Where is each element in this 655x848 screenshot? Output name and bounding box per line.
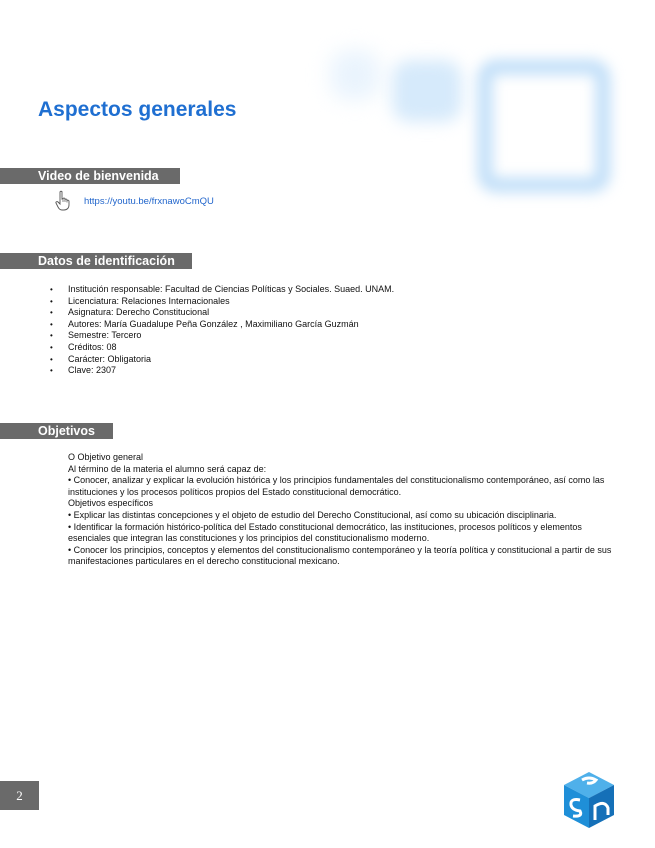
objective-line: O Objetivo general [68,452,144,462]
list-item: • Créditos: 08 [50,342,394,354]
section-heading-identification: Datos de identificación [0,253,192,269]
welcome-video-link[interactable]: https://youtu.be/frxnawoCmQU [84,195,214,207]
list-item: • Licenciatura: Relaciones Internacionales [50,296,394,308]
decorative-square [478,60,610,192]
section-heading-objectives: Objetivos [0,423,113,439]
list-item: • Autores: María Guadalupe Peña González , Maximiliano García Guzmán [50,319,394,331]
objective-line: Objetivos específicos [68,498,154,509]
suaed-cube-logo [560,770,618,830]
decorative-blur [392,60,462,122]
list-item: • Asignatura: Derecho Constitucional [50,307,394,319]
pointing-hand-icon [54,190,74,212]
decorative-blur [330,50,380,100]
section-heading-video: Video de bienvenida [0,168,180,184]
list-item: • Carácter: Obligatoria [50,354,394,366]
objective-line: • Explicar las distintas concepciones y el objeto de estudio del Derecho Constitucional, así como su ubicación disciplinaria. [68,509,557,520]
video-link-row [54,190,214,212]
objective-line: • Identificar la formación histórico-política del Estado constitucional democrático, las instituciones, procesos políticos y elementos esenciales que integran las constituciones y los principios del constitucionalismo moderno. [68,521,582,544]
objectives-text [68,452,623,568]
objective-line: Al término de la materia el alumno será capaz de: [68,463,267,474]
page-number: 2 [0,781,39,810]
identification-list [50,284,394,377]
objective-line: • Conocer, analizar y explicar la evolución histórica y los principios fundamentales del constitucionalismo contemporáneo, así como las instituciones y los procesos políticos propios del Estado constitucional democrático. [68,475,605,497]
page-title: Aspectos generales [38,98,237,121]
list-item: • Semestre: Tercero [50,330,394,342]
list-item: • Institución responsable: Facultad de Ciencias Políticas y Sociales. Suaed. UNAM. [50,284,394,296]
list-item: • Clave: 2307 [50,365,394,377]
objective-line: • Conocer los principios, conceptos y elementos del constitucionalismo contemporáneo y la teoría política y constitucional a partir de sus manifestaciones particulares en el derecho constitucional mexicano. [68,544,612,567]
